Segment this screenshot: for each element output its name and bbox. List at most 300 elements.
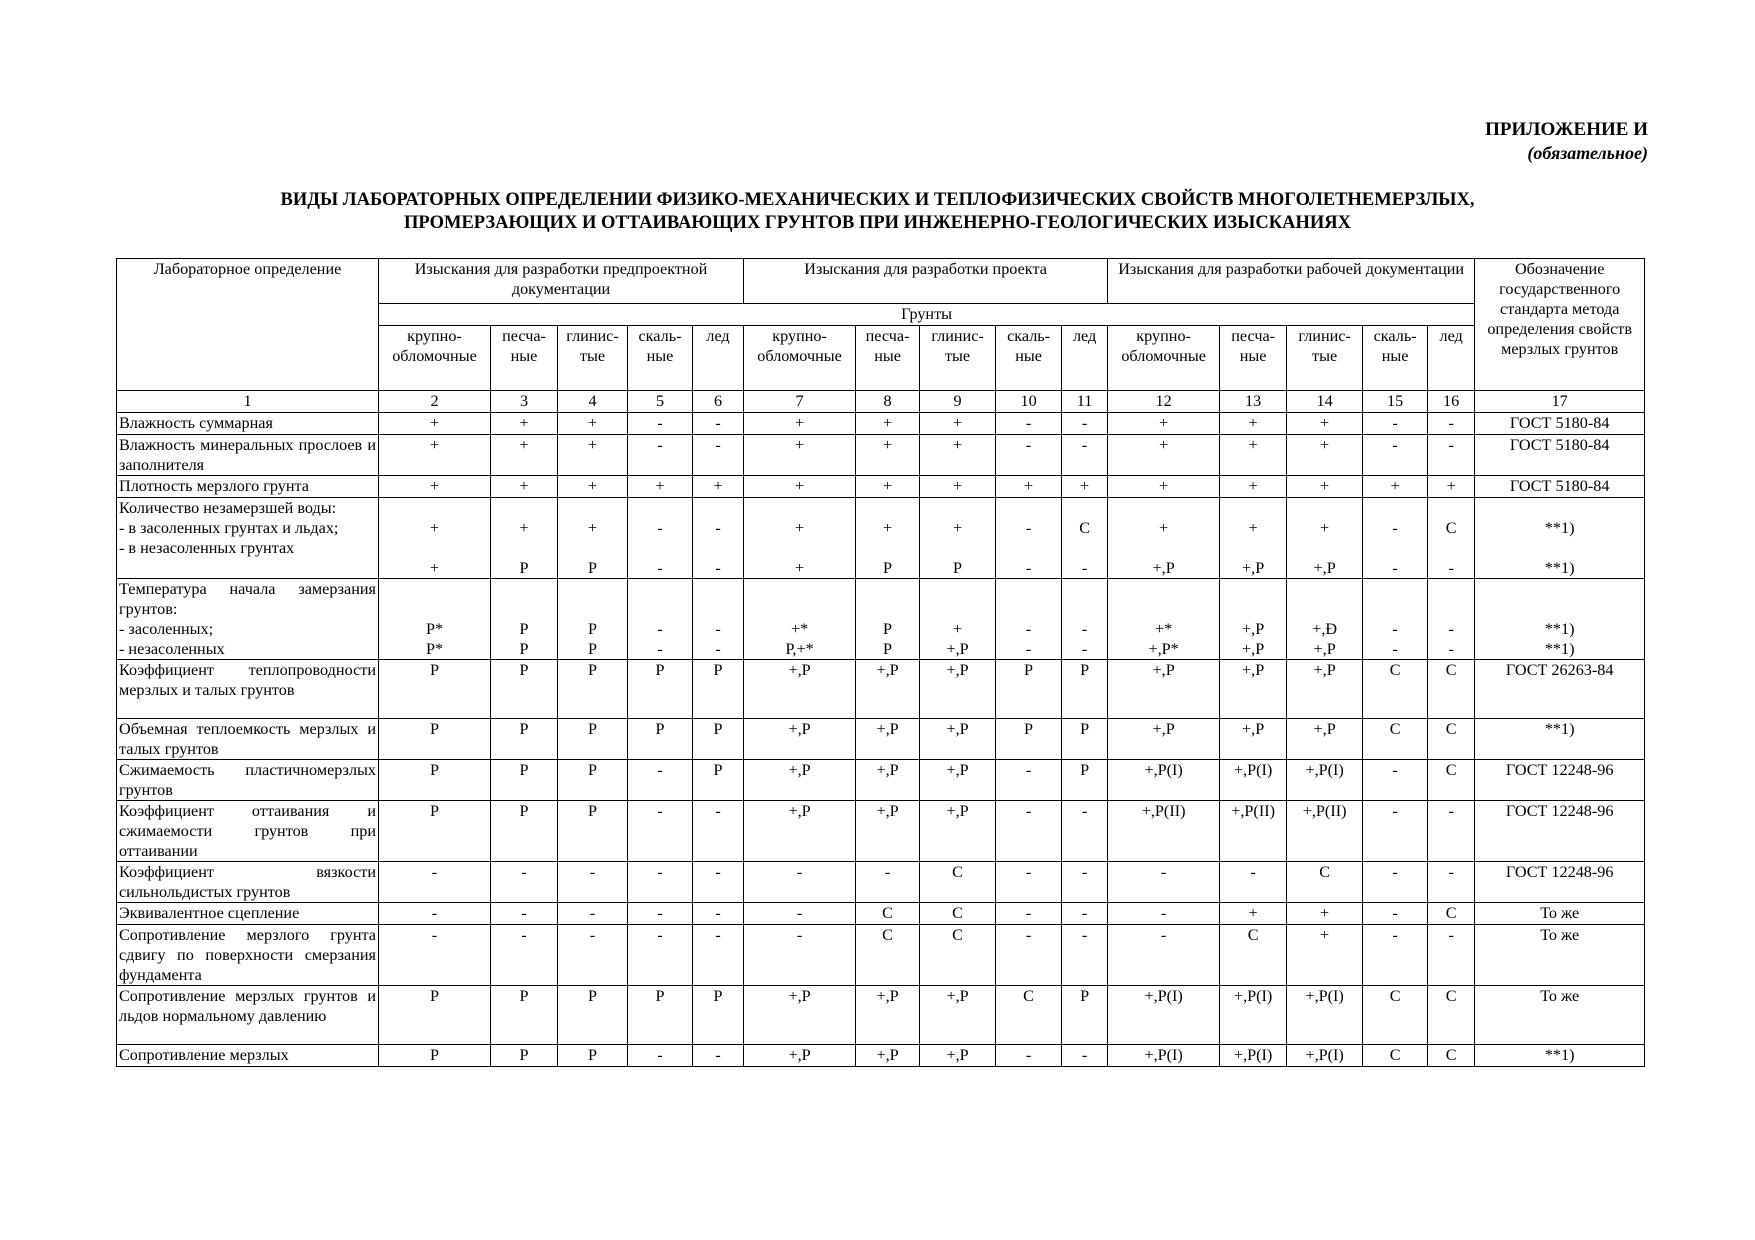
value-cell: +,Р(I): [1287, 760, 1363, 801]
value-cell: +,Р: [856, 801, 920, 862]
value-cell: С: [1363, 719, 1428, 760]
value-sub: Р: [519, 559, 529, 577]
table-row: [117, 435, 1645, 476]
value-cell: +,Р: [856, 660, 920, 719]
row-label: Сжимаемость пластичномерзлых грунтов: [117, 760, 379, 801]
value-sub: -: [1392, 640, 1398, 658]
value-cell: +: [1220, 435, 1287, 476]
value-sub: С: [1079, 519, 1090, 537]
value-sub: Р*: [425, 640, 444, 658]
value-cell: [558, 498, 628, 579]
value-cell: +,Р(II): [1287, 801, 1363, 862]
column-number: 1: [117, 391, 379, 413]
row-label: Сопротивление мерзлых: [117, 1045, 379, 1067]
value-cell: +: [1287, 476, 1363, 498]
column-number: 17: [1475, 391, 1645, 413]
value-cell: -: [1062, 862, 1108, 903]
header-standard: Обозначение государственного стандарта метода определения свойств мерзлых грунтов: [1475, 259, 1645, 391]
value-sub: +: [587, 519, 598, 537]
value-cell: +,Р: [1108, 660, 1220, 719]
standard-cell: То же: [1475, 925, 1645, 986]
column-number: 15: [1363, 391, 1428, 413]
value-cell: Р: [693, 760, 744, 801]
value-cell: [628, 579, 693, 660]
value-cell: -: [628, 435, 693, 476]
standard-cell: ГОСТ 5180-84: [1475, 476, 1645, 498]
value-cell: Р: [628, 719, 693, 760]
row-label-sub: - незасоленных: [119, 640, 225, 658]
value-sub: -: [1025, 559, 1032, 577]
column-number: 5: [628, 391, 693, 413]
row-label: Сопротивление мерзлого грунта сдвигу по поверхности смерзания фундамента: [117, 925, 379, 986]
column-number: 10: [996, 391, 1062, 413]
value-cell: С: [1428, 986, 1475, 1045]
value-cell: С: [856, 925, 920, 986]
value-cell: С: [920, 903, 996, 925]
value-cell: -: [1108, 862, 1220, 903]
value-cell: +,Р(I): [1108, 986, 1220, 1045]
value-sub: -: [715, 620, 721, 638]
value-sub: +,Ð: [1312, 620, 1338, 638]
row-label: [117, 498, 379, 579]
value-cell: [1363, 498, 1428, 579]
value-cell: +,Р(I): [1287, 1045, 1363, 1067]
value-sub: +: [1320, 519, 1330, 537]
value-cell: +,Р: [856, 986, 920, 1045]
row-label-sub: - в незасоленных грунтах: [119, 539, 295, 557]
value-cell: +: [856, 435, 920, 476]
value-sub: -: [1081, 620, 1088, 638]
value-cell: [1220, 579, 1287, 660]
value-cell: +: [1287, 435, 1363, 476]
value-cell: Р: [379, 660, 491, 719]
value-cell: Р: [379, 719, 491, 760]
header-soil-type: крупно-обломочные: [1108, 326, 1220, 391]
standard-sub: **1): [1544, 640, 1575, 658]
header-stage-project: Изыскания для разработки проекта: [744, 259, 1108, 304]
value-cell: -: [628, 801, 693, 862]
value-cell: -: [1363, 435, 1428, 476]
value-cell: Р: [996, 660, 1062, 719]
value-cell: +: [996, 476, 1062, 498]
header-soil-type: глинис-тые: [1287, 326, 1363, 391]
value-cell: [1220, 498, 1287, 579]
value-cell: Р: [693, 660, 744, 719]
value-cell: Р: [491, 760, 558, 801]
standard-cell: [1475, 498, 1645, 579]
value-cell: -: [744, 903, 856, 925]
value-cell: -: [628, 925, 693, 986]
value-cell: +: [693, 476, 744, 498]
value-cell: [379, 579, 491, 660]
standard-cell: ГОСТ 12248-96: [1475, 760, 1645, 801]
value-sub: +,Р: [1313, 640, 1336, 658]
value-sub: Р: [519, 620, 529, 638]
value-sub: -: [715, 519, 721, 537]
value-cell: -: [1428, 862, 1475, 903]
value-sub: -: [1025, 519, 1032, 537]
value-cell: Р: [379, 801, 491, 862]
value-cell: -: [491, 862, 558, 903]
value-cell: +,Р: [744, 986, 856, 1045]
value-sub: -: [1392, 559, 1398, 577]
value-sub: -: [657, 519, 663, 537]
value-cell: -: [558, 862, 628, 903]
value-cell: +: [1287, 413, 1363, 435]
value-sub: Р: [883, 559, 893, 577]
table-row: [117, 925, 1645, 986]
table-row: [117, 719, 1645, 760]
header-soil-type: глинис-тые: [558, 326, 628, 391]
value-cell: [693, 579, 744, 660]
value-cell: -: [1363, 862, 1428, 903]
table-row: [117, 760, 1645, 801]
value-cell: [1062, 498, 1108, 579]
value-cell: -: [996, 435, 1062, 476]
value-cell: С: [1428, 1045, 1475, 1067]
value-sub: +: [882, 519, 893, 537]
value-sub: -: [1392, 519, 1398, 537]
value-cell: Р: [628, 660, 693, 719]
value-sub: +: [952, 519, 963, 537]
row-label: Эквивалентное сцепление: [117, 903, 379, 925]
value-cell: -: [491, 903, 558, 925]
table-row: [117, 986, 1645, 1045]
value-cell: -: [744, 862, 856, 903]
value-sub: +: [952, 620, 963, 638]
column-number: 3: [491, 391, 558, 413]
value-cell: С: [1363, 1045, 1428, 1067]
value-cell: [996, 579, 1062, 660]
appendix-subtitle: (обязательное): [1527, 143, 1648, 163]
value-cell: Р: [558, 719, 628, 760]
value-sub: +: [794, 559, 805, 577]
value-cell: -: [856, 862, 920, 903]
value-cell: +,Р: [744, 719, 856, 760]
value-cell: -: [628, 903, 693, 925]
value-cell: +: [920, 476, 996, 498]
header-soil-type: скаль-ные: [1363, 326, 1428, 391]
value-sub: +*: [790, 620, 809, 638]
header-soil-type: скаль-ные: [996, 326, 1062, 391]
standard-cell: ГОСТ 5180-84: [1475, 413, 1645, 435]
value-sub: +: [519, 519, 529, 537]
value-cell: Р: [558, 760, 628, 801]
value-cell: -: [1428, 413, 1475, 435]
value-cell: Р: [491, 986, 558, 1045]
value-cell: С: [1428, 903, 1475, 925]
value-sub: +,Р: [1242, 559, 1265, 577]
value-sub: Р: [953, 559, 963, 577]
column-number: 9: [920, 391, 996, 413]
appendix-title: ПРИЛОЖЕНИЕ И: [1485, 119, 1648, 140]
value-cell: Р: [379, 986, 491, 1045]
value-cell: Р: [491, 719, 558, 760]
value-sub: Р: [587, 640, 597, 658]
value-cell: +,Р: [744, 801, 856, 862]
value-cell: +,Р: [1287, 719, 1363, 760]
value-sub: +,Р: [1242, 620, 1265, 638]
value-sub: -: [1025, 620, 1032, 638]
column-number: 8: [856, 391, 920, 413]
value-sub: -: [657, 559, 663, 577]
value-sub: -: [1025, 640, 1032, 658]
value-cell: +: [1428, 476, 1475, 498]
value-cell: [856, 579, 920, 660]
value-cell: -: [379, 925, 491, 986]
value-cell: -: [693, 435, 744, 476]
value-sub: Р: [587, 559, 597, 577]
value-cell: +,Р: [920, 719, 996, 760]
header-lab-determination: Лабораторное определение: [117, 259, 379, 391]
standard-cell: **1): [1475, 1045, 1645, 1067]
value-cell: +: [920, 435, 996, 476]
row-label: Сопротивление мерзлых грунтов и льдов нормальному давлению: [117, 986, 379, 1045]
row-label: Коэффициент теплопроводности мерзлых и талых грунтов: [117, 660, 379, 719]
value-sub: -: [1448, 620, 1454, 638]
value-cell: -: [693, 1045, 744, 1067]
standard-sub: **1): [1544, 620, 1575, 638]
value-sub: +,Р: [946, 640, 969, 658]
value-sub: -: [657, 620, 663, 638]
value-cell: С: [1428, 760, 1475, 801]
standard-cell: **1): [1475, 719, 1645, 760]
value-cell: -: [996, 801, 1062, 862]
value-cell: [1108, 579, 1220, 660]
value-cell: [379, 498, 491, 579]
value-cell: [693, 498, 744, 579]
value-cell: Р: [558, 660, 628, 719]
value-cell: -: [744, 925, 856, 986]
value-cell: [920, 579, 996, 660]
value-cell: +,Р: [856, 1045, 920, 1067]
value-cell: -: [693, 862, 744, 903]
standard-sub: **1): [1544, 519, 1575, 537]
table-row: [117, 1045, 1645, 1067]
value-cell: -: [1220, 862, 1287, 903]
column-number: 14: [1287, 391, 1363, 413]
document-title-line-1: ВИДЫ ЛАБОРАТОРНЫХ ОПРЕДЕЛЕНИИ ФИЗИКО-МЕХАНИЧЕСКИХ И ТЕПЛОФИЗИЧЕСКИХ СВОЙСТВ МНОГОЛЕТНЕМЕРЗЛЫХ,: [280, 190, 1475, 210]
standard-cell: [1475, 579, 1645, 660]
value-cell: +: [628, 476, 693, 498]
value-cell: С: [1428, 719, 1475, 760]
value-cell: +: [379, 476, 491, 498]
row-label: Влажность минеральных прослоев и заполнителя: [117, 435, 379, 476]
value-cell: Р: [491, 1045, 558, 1067]
column-number: 11: [1062, 391, 1108, 413]
row-label: Коэффициент оттаивания и сжимаемости грунтов при оттаивании: [117, 801, 379, 862]
value-cell: +: [856, 476, 920, 498]
row-label: Объемная теплоемкость мерзлых и талых грунтов: [117, 719, 379, 760]
value-cell: +: [856, 413, 920, 435]
value-cell: +,Р(II): [1108, 801, 1220, 862]
value-cell: -: [1363, 925, 1428, 986]
value-cell: -: [1363, 413, 1428, 435]
document-title: [115, 189, 1640, 235]
value-cell: -: [1428, 435, 1475, 476]
value-sub: С: [1445, 519, 1457, 537]
value-cell: С: [1428, 660, 1475, 719]
column-number: 6: [693, 391, 744, 413]
value-cell: +: [1287, 903, 1363, 925]
value-sub: -: [1392, 620, 1398, 638]
standard-cell: ГОСТ 12248-96: [1475, 862, 1645, 903]
value-cell: С: [1363, 660, 1428, 719]
value-cell: [1108, 498, 1220, 579]
standard-sub: **1): [1544, 559, 1575, 577]
value-cell: [1287, 498, 1363, 579]
value-cell: Р: [996, 719, 1062, 760]
value-cell: +,Р: [920, 760, 996, 801]
row-label: Влажность суммарная: [117, 413, 379, 435]
value-cell: Р: [1062, 719, 1108, 760]
value-cell: +,Р(I): [1220, 1045, 1287, 1067]
value-cell: +,Р(I): [1108, 760, 1220, 801]
value-cell: -: [1062, 925, 1108, 986]
value-cell: [491, 498, 558, 579]
value-cell: +: [1287, 925, 1363, 986]
value-cell: +,Р(II): [1220, 801, 1287, 862]
column-number: 16: [1428, 391, 1475, 413]
value-cell: [1363, 579, 1428, 660]
value-cell: -: [693, 903, 744, 925]
value-sub: +,Р: [1313, 559, 1336, 577]
value-cell: С: [920, 925, 996, 986]
standard-cell: ГОСТ 26263-84: [1475, 660, 1645, 719]
value-sub: -: [715, 640, 721, 658]
value-cell: Р: [379, 1045, 491, 1067]
value-cell: -: [1428, 925, 1475, 986]
table-row: [117, 579, 1645, 660]
value-cell: +: [491, 435, 558, 476]
value-cell: -: [1428, 801, 1475, 862]
header-soils: Грунты: [379, 304, 1475, 326]
value-cell: +: [491, 476, 558, 498]
value-sub: Р*: [425, 620, 444, 638]
value-cell: +,Р: [920, 986, 996, 1045]
value-cell: +,Р: [856, 760, 920, 801]
value-cell: [558, 579, 628, 660]
standard-cell: То же: [1475, 986, 1645, 1045]
value-cell: +: [920, 413, 996, 435]
value-cell: Р: [379, 760, 491, 801]
value-cell: +,Р: [744, 760, 856, 801]
value-sub: Р: [883, 640, 893, 658]
value-cell: [744, 579, 856, 660]
value-cell: +: [1363, 476, 1428, 498]
lab-tests-table: [116, 258, 1645, 1067]
value-cell: [1428, 579, 1475, 660]
table-row: [117, 903, 1645, 925]
value-cell: [920, 498, 996, 579]
table-row: [117, 862, 1645, 903]
value-cell: +: [1108, 413, 1220, 435]
header-soil-type: лед: [1062, 326, 1108, 391]
value-cell: Р: [1062, 986, 1108, 1045]
value-cell: -: [628, 413, 693, 435]
value-cell: -: [996, 862, 1062, 903]
value-cell: +: [379, 435, 491, 476]
value-cell: +,Р: [856, 719, 920, 760]
value-cell: [491, 579, 558, 660]
value-cell: +: [1108, 435, 1220, 476]
value-cell: +: [744, 435, 856, 476]
value-sub: +,Р: [1242, 640, 1265, 658]
row-label-sub: - засоленных;: [119, 620, 214, 638]
value-cell: [1062, 579, 1108, 660]
value-cell: [744, 498, 856, 579]
value-cell: +,Р: [1220, 719, 1287, 760]
value-cell: +: [491, 413, 558, 435]
value-cell: С: [1287, 862, 1363, 903]
value-sub: +,Р: [1152, 559, 1175, 577]
value-cell: -: [628, 760, 693, 801]
value-cell: Р: [491, 660, 558, 719]
value-cell: +: [1062, 476, 1108, 498]
value-cell: [856, 498, 920, 579]
value-sub: +: [794, 519, 805, 537]
value-cell: Р: [491, 801, 558, 862]
table-row: [117, 801, 1645, 862]
row-label: [117, 579, 379, 660]
header-soil-type: песча-ные: [856, 326, 920, 391]
value-cell: +,Р: [744, 660, 856, 719]
value-cell: +: [744, 476, 856, 498]
value-sub: -: [715, 559, 721, 577]
value-cell: -: [693, 413, 744, 435]
value-cell: +: [1220, 476, 1287, 498]
document-title-line-2: ПРОМЕРЗАЮЩИХ И ОТТАИВАЮЩИХ ГРУНТОВ ПРИ ИНЖЕНЕРНО-ГЕОЛОГИЧЕСКИХ ИЗЫСКАНИЯХ: [404, 213, 1351, 233]
value-cell: +,Р: [920, 801, 996, 862]
value-cell: -: [1108, 925, 1220, 986]
value-cell: Р: [558, 986, 628, 1045]
value-cell: С: [920, 862, 996, 903]
table-row: [117, 413, 1645, 435]
column-number: 12: [1108, 391, 1220, 413]
value-cell: +,Р: [1108, 719, 1220, 760]
value-cell: С: [1220, 925, 1287, 986]
row-label-sub: - в засоленных грунтах и льдах;: [119, 519, 339, 537]
value-cell: +: [1220, 413, 1287, 435]
value-cell: -: [996, 1045, 1062, 1067]
value-cell: -: [1363, 801, 1428, 862]
header-stage-working: Изыскания для разработки рабочей документации: [1108, 259, 1475, 304]
value-cell: +,Р: [1220, 660, 1287, 719]
value-cell: Р: [558, 801, 628, 862]
header-soil-type: лед: [693, 326, 744, 391]
value-cell: [628, 498, 693, 579]
value-cell: -: [996, 413, 1062, 435]
standard-cell: ГОСТ 5180-84: [1475, 435, 1645, 476]
value-cell: Р: [693, 719, 744, 760]
value-cell: +: [558, 413, 628, 435]
row-label: Коэффициент вязкости сильнольдистых грунтов: [117, 862, 379, 903]
value-cell: -: [1108, 903, 1220, 925]
value-cell: +,Р: [920, 1045, 996, 1067]
value-cell: -: [379, 862, 491, 903]
row-label: Плотность мерзлого грунта: [117, 476, 379, 498]
standard-cell: ГОСТ 12248-96: [1475, 801, 1645, 862]
value-cell: -: [1363, 760, 1428, 801]
value-cell: С: [856, 903, 920, 925]
value-cell: -: [693, 925, 744, 986]
value-sub: -: [1081, 640, 1088, 658]
value-cell: +: [1220, 903, 1287, 925]
value-cell: -: [379, 903, 491, 925]
header-stage-preproject: Изыскания для разработки предпроектной документации: [379, 259, 744, 304]
value-cell: Р: [1062, 660, 1108, 719]
value-cell: [1428, 498, 1475, 579]
